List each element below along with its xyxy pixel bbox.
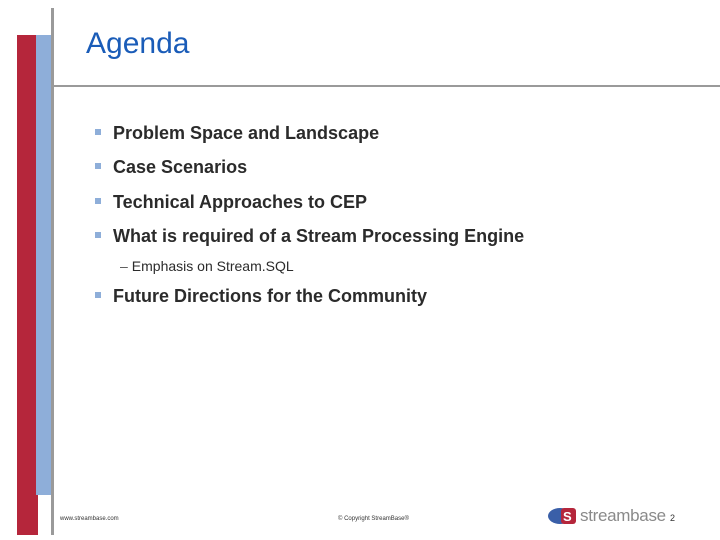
square-bullet-icon	[95, 129, 101, 135]
agenda-item-text: What is required of a Stream Processing Engine	[113, 226, 525, 246]
dash-bullet: –	[120, 258, 128, 274]
agenda-item	[95, 225, 524, 247]
footer-copyright: © Copyright StreamBase®	[338, 516, 409, 522]
agenda-item-text: Problem Space and Landscape	[113, 123, 380, 143]
svg-text:S: S	[563, 509, 572, 524]
agenda-item	[95, 156, 247, 178]
agenda-item-text: Case Scenarios	[113, 157, 248, 177]
agenda-sub-item	[120, 257, 294, 275]
accent-bar-red	[17, 35, 38, 535]
logo-wordmark: streambase	[580, 506, 666, 525]
agenda-item	[95, 191, 367, 213]
agenda-item	[95, 122, 379, 144]
streambase-logo-icon	[548, 505, 578, 527]
square-bullet-icon	[95, 232, 101, 238]
accent-bar-gray	[51, 8, 54, 535]
square-bullet-icon	[95, 292, 101, 298]
square-bullet-icon	[95, 198, 101, 204]
agenda-item-text: Technical Approaches to CEP	[113, 192, 368, 212]
agenda-sub-item-text: Emphasis on Stream.SQL	[131, 258, 294, 274]
agenda-item	[95, 285, 427, 307]
square-bullet-icon	[95, 163, 101, 169]
page-number: 2	[670, 513, 676, 523]
slide-title: Agenda	[86, 27, 190, 60]
streambase-logo	[548, 505, 666, 527]
footer-website: www.streambase.com	[60, 516, 119, 522]
agenda-item-text: Future Directions for the Community	[113, 286, 428, 306]
title-divider	[54, 85, 720, 87]
